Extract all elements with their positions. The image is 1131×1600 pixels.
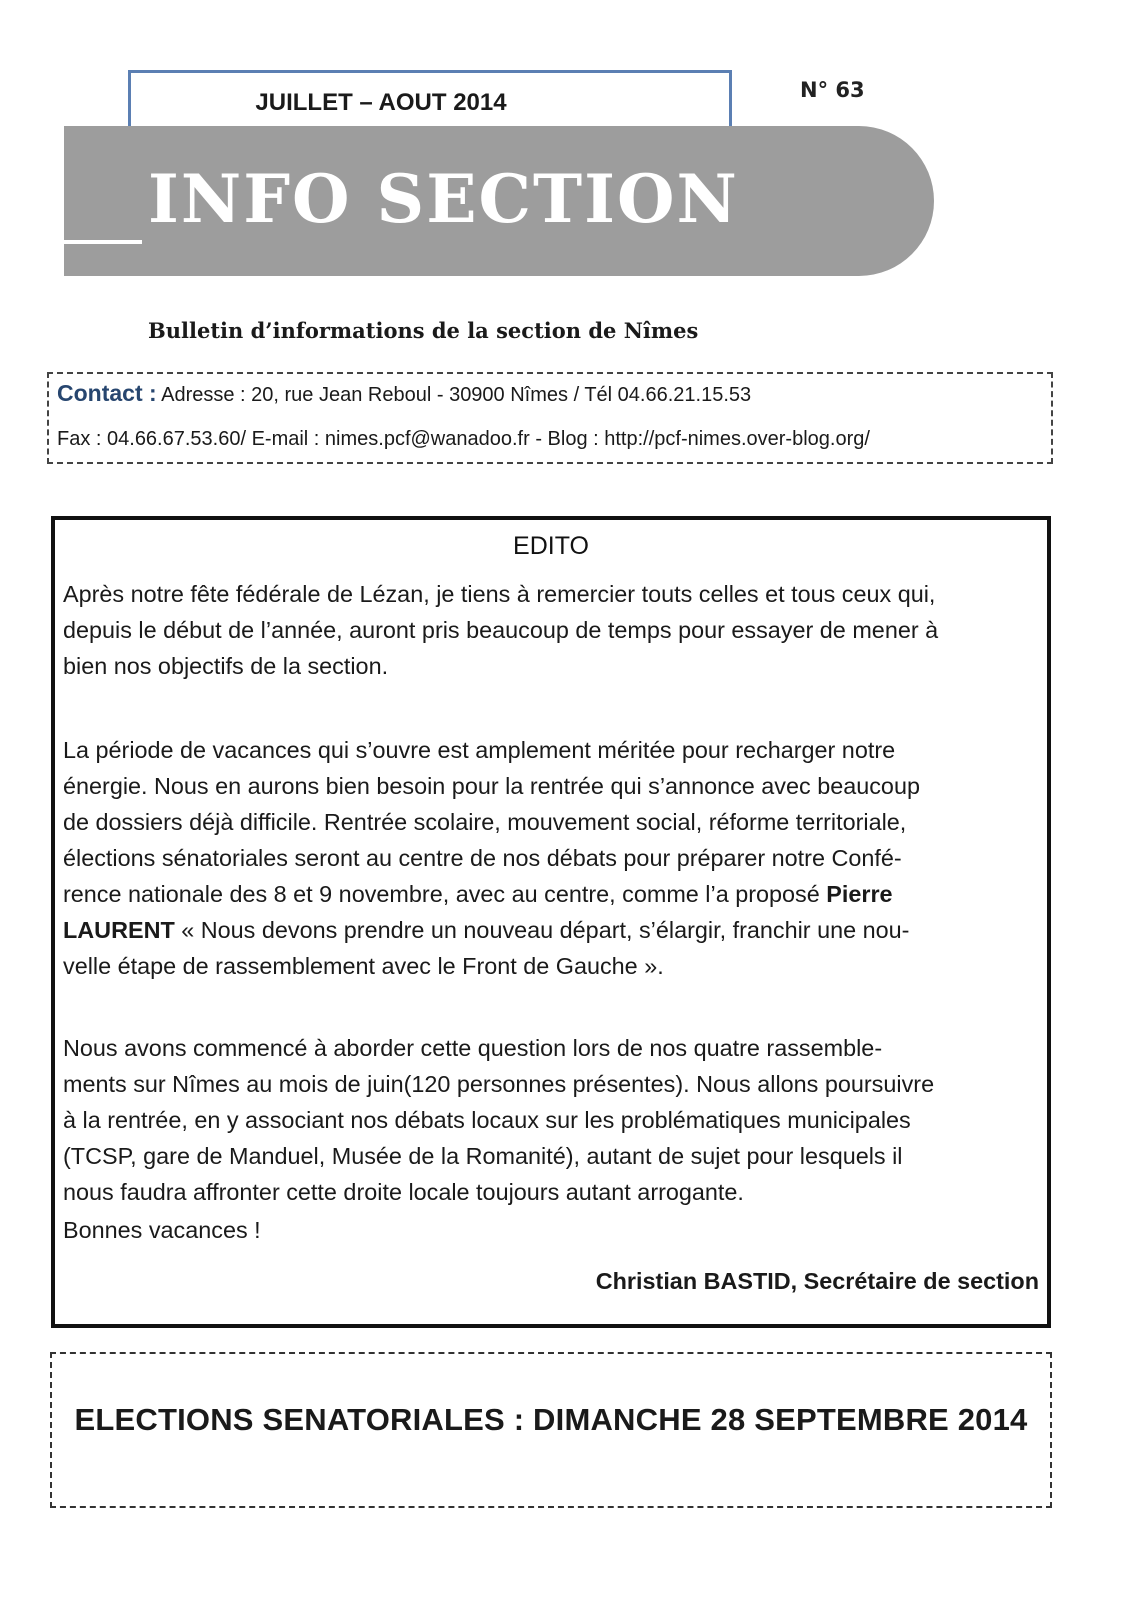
paragraph-line bbox=[63, 912, 1038, 948]
edito-signature: Christian BASTID, Secrétaire de section bbox=[595, 1268, 1039, 1294]
paragraph-line: énergie. Nous en aurons bien besoin pour la rentrée qui s’annonce avec beaucoup bbox=[63, 773, 920, 799]
paragraph-line: ments sur Nîmes au mois de juin(120 personnes présentes). Nous allons poursuivre bbox=[63, 1071, 935, 1097]
paragraph-line: Après notre fête fédérale de Lézan, je tiens à remercier touts celles et tous ceux qui, bbox=[63, 581, 936, 607]
paragraph-text: rence nationale des 8 et 9 novembre, avec au centre, comme l’a proposé bbox=[63, 881, 827, 907]
paragraph-line: depuis le début de l’année, auront pris beaucoup de temps pour essayer de mener à bbox=[63, 617, 939, 643]
edito-greeting: Bonnes vacances ! bbox=[63, 1217, 261, 1243]
paragraph-line: La période de vacances qui s’ouvre est amplement méritée pour recharger notre bbox=[63, 737, 896, 763]
elections-announcement: ELECTIONS SENATORIALES : DIMANCHE 28 SEPTEMBRE 2014 bbox=[74, 1402, 1028, 1437]
paragraph-line: élections sénatoriales seront au centre de nos débats pour préparer notre Confé- bbox=[63, 845, 902, 871]
paragraph-line: bien nos objectifs de la section. bbox=[63, 653, 389, 679]
contact-box bbox=[47, 372, 1053, 464]
contact-address: Adresse : 20, rue Jean Reboul - 30900 Nîmes / Tél 04.66.21.15.53 bbox=[156, 384, 752, 406]
paragraph-line: (TCSP, gare de Manduel, Musée de la Romanité), autant de sujet pour lesquels il bbox=[63, 1143, 903, 1169]
edito-paragraph-1 bbox=[63, 576, 1038, 684]
newsletter-subtitle: Bulletin d’informations de la section de Nîmes bbox=[148, 318, 699, 343]
paragraph-line: de dossiers déjà difficile. Rentrée scolaire, mouvement social, réforme territoriale, bbox=[63, 809, 907, 835]
person-name-first: Pierre bbox=[826, 881, 893, 907]
paragraph-line: velle étape de rassemblement avec le Front de Gauche ». bbox=[63, 953, 664, 979]
paragraph-line: nous faudra affronter cette droite locale toujours autant arrogante. bbox=[63, 1179, 744, 1205]
date-box bbox=[128, 70, 732, 130]
edito-paragraph-2 bbox=[63, 732, 1038, 984]
edito-paragraph-3 bbox=[63, 1030, 1038, 1210]
elections-box bbox=[50, 1352, 1052, 1508]
issue-date: JUILLET – AOUT 2014 bbox=[255, 89, 507, 116]
paragraph-line: Nous avons commencé à aborder cette question lors de nos quatre rassemble- bbox=[63, 1035, 883, 1061]
paragraph-text: « Nous devons prendre un nouveau départ, s’élargir, franchir une nou- bbox=[174, 917, 910, 943]
contact-fax-email-blog: Fax : 04.66.67.53.60/ E-mail : nimes.pcf@wanadoo.fr - Blog : http://pcf-nimes.over-blog.org/ bbox=[57, 428, 870, 450]
contact-label: Contact : bbox=[57, 380, 157, 406]
contact-address-line bbox=[57, 380, 751, 407]
banner-accent-line bbox=[64, 240, 142, 244]
edito-box bbox=[51, 516, 1051, 1328]
paragraph-line bbox=[63, 876, 1038, 912]
paragraph-line: à la rentrée, en y associant nos débats locaux sur les problématiques municipales bbox=[63, 1107, 911, 1133]
person-name-last: LAURENT bbox=[63, 917, 175, 943]
edito-title: EDITO bbox=[513, 532, 589, 560]
issue-number: N° 63 bbox=[800, 78, 865, 102]
newsletter-title: INFO SECTION bbox=[148, 160, 739, 238]
